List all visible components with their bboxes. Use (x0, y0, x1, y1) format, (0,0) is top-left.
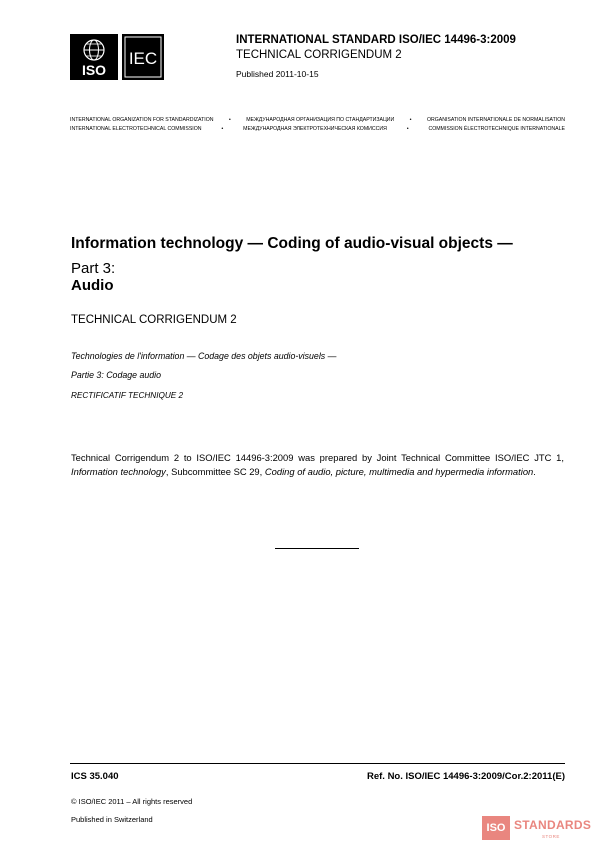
bullet-separator: • (406, 126, 409, 132)
body-paragraph (71, 451, 564, 478)
document-title: Information technology — Coding of audio-visual objects — (71, 235, 513, 252)
org-iec-fr: COMMISSION ÉLECTROTECHNIQUE INTERNATIONALE (428, 126, 565, 132)
published-in: Published in Switzerland (71, 815, 153, 824)
standard-title: INTERNATIONAL STANDARD ISO/IEC 14496-3:2009 (236, 34, 516, 46)
bullet-separator: • (228, 117, 231, 123)
part-name: Audio (71, 277, 114, 294)
corrigendum-subtitle: TECHNICAL CORRIGENDUM 2 (236, 49, 402, 61)
part-number: Part 3: (71, 260, 116, 277)
watermark-small-text: STORE (542, 834, 560, 839)
footer-divider (70, 763, 565, 764)
body-segment: . (533, 465, 536, 477)
org-iec-en: INTERNATIONAL ELECTROTECHNICAL COMMISSION (70, 126, 202, 132)
technical-corrigendum-label: TECHNICAL CORRIGENDUM 2 (71, 314, 237, 326)
iso-globe-icon (70, 34, 118, 80)
published-date: Published 2011-10-15 (236, 69, 319, 79)
french-corrigendum-label: RECTIFICATIF TECHNIQUE 2 (71, 391, 184, 400)
org-iso-ru: МЕЖДУНАРОДНАЯ ОРГАНИЗАЦИЯ ПО СТАНДАРТИЗАЦИИ (246, 117, 395, 123)
body-segment: , Subcommittee SC 29, (165, 465, 265, 477)
reference-number: Ref. No. ISO/IEC 14496-3:2009/Cor.2:2011(E) (366, 771, 565, 782)
watermark-text: STANDARDS (514, 818, 592, 832)
body-italic-segment: Coding of audio, picture, multimedia and hypermedia information (264, 465, 534, 477)
french-part: Partie 3: Codage audio (71, 370, 161, 380)
organizations-row-2 (70, 126, 565, 132)
body-italic-segment: Information technology (71, 465, 166, 477)
org-iec-ru: МЕЖДУНАРОДНАЯ ЭЛЕКТРОТЕХНИЧЕСКАЯ КОМИССИЯ (243, 126, 387, 132)
french-title: Technologies de l'information — Codage des objets audio-visuels — (71, 351, 337, 361)
organizations-row-1 (70, 117, 565, 123)
org-iso-fr: ORGANISATION INTERNATIONALE DE NORMALISATION (426, 117, 565, 123)
copyright-notice: © ISO/IEC 2011 – All rights reserved (71, 797, 193, 806)
ics-code: ICS 35.040 (71, 771, 119, 782)
org-iso-en: INTERNATIONAL ORGANIZATION FOR STANDARDIZATION (70, 117, 214, 123)
center-divider (275, 548, 359, 549)
iso-logo (70, 34, 118, 80)
iec-logo-text: IEC (128, 49, 158, 68)
body-segment: Technical Corrigendum 2 to ISO/IEC 14496-3:2009 was prepared by Joint Technical Committee ISO/IEC JTC 1, (71, 452, 564, 463)
watermark-iso-badge: ISO (482, 816, 510, 840)
bullet-separator: • (409, 117, 412, 123)
iec-logo (122, 34, 164, 80)
standards-store-watermark (482, 812, 594, 844)
bullet-separator: • (221, 126, 224, 132)
iso-logo-text: ISO (81, 62, 107, 78)
